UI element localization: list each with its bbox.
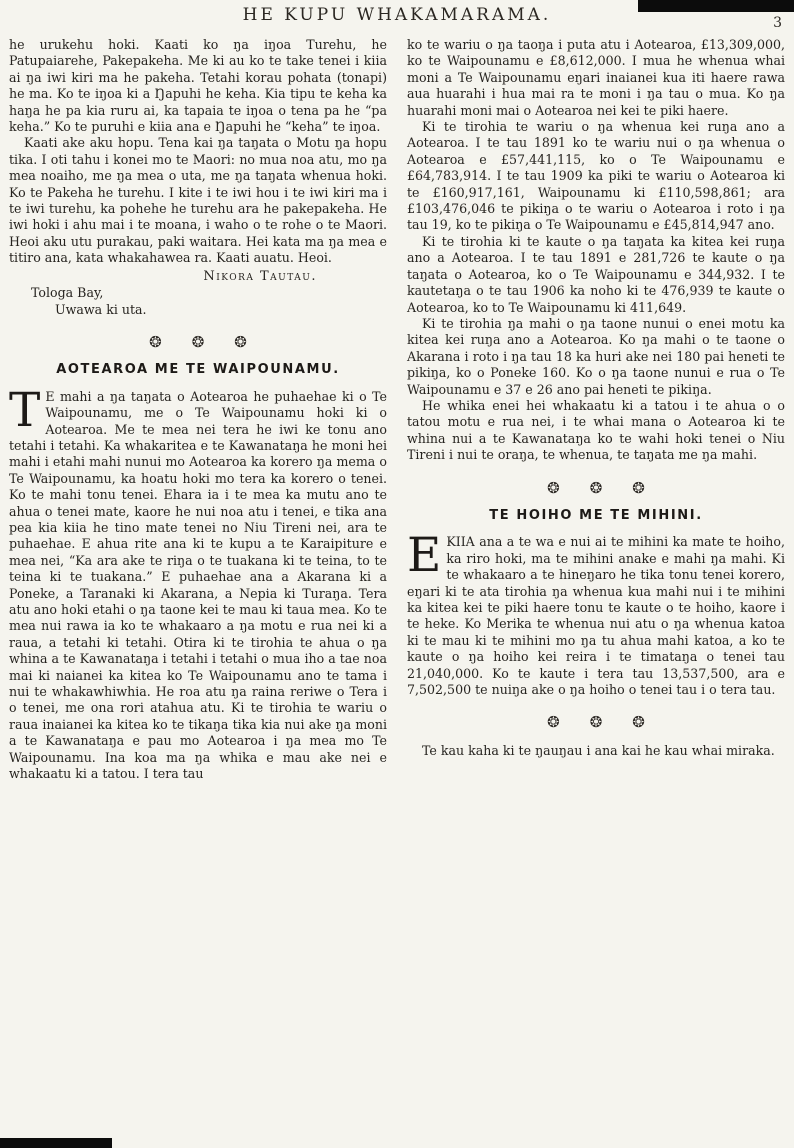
paragraph: Ki te tirohia ŋa mahi o ŋa taone nunui o enei motu ka kitea kei ruŋa ano a Aotearoa. Ko ŋa mahi o te taone o Akarana i roto i ŋa tau 18 ka huri ake nei 180 pai heneti te pikiŋa, ko o Poneke 160. Ko o ŋa taone nunui e rua o Te Waipounamu e 37 e 26 ano pai heneti te pikiŋa. xyxy=(407,315,785,397)
scan-artifact-top xyxy=(638,0,794,12)
drop-cap-letter: E xyxy=(407,528,442,584)
ornament-row xyxy=(9,334,387,350)
drop-cap-letter: T xyxy=(9,382,41,438)
rosette-icon: ❂ xyxy=(234,332,247,351)
rosette-icon: ❂ xyxy=(191,332,205,351)
ornament-row xyxy=(407,714,785,730)
paragraph: he urukehu hoki. Kaati ko ŋa iŋoa Turehu, he Patupaiarehe, Pakepakeha. Me ki au ko te take tenei i kiia ai ŋa iwi kiri ma he pakeha. Tetahi korau pohata (tonapi) he ma. Ko te iŋoa ki a Ŋapuhi he keha. Kia tipu te keha ka haŋa he pa kia ruru ai, ka tapaia te iŋoa o tena pa he “pa keha.” Ko te puruhi e kiia ana e Ŋapuhi he “keha” te iŋoa. xyxy=(9,37,387,135)
paragraph: He whika enei hei whakaatu ki a tatou i te ahua o o tatou motu e rua nei, i te whai mana o Aotearoa ki te whina nui a te Kawanataŋa ko te wahi hoki tenei o Niu Tireni i nui te oraŋa, te whenua, te taŋata me ŋa mahi. xyxy=(407,397,785,463)
rosette-icon: ❂ xyxy=(632,478,645,497)
rosette-icon: ❂ xyxy=(149,332,162,351)
article-body xyxy=(9,382,387,783)
author-signature: Nikora Tautau. xyxy=(203,268,317,284)
article-text: E mahi a ŋa taŋata o Aotearoa he puhaehae ki o Te Waipounamu, me o Te Waipounamu hoki ki o Aotearoa. Me te mea nei tera he iwi ke tonu ano tetahi i tetahi. Ka whakaritea e te Kawanataŋa he moni hei mahi i etahi mahi nunui mo Aotearoa ka korero ŋa mema o Te Waipounamu, ka hoatu hoki mo tera ka korero o tenei. Ko te mahi tonu tenei. Ehara ia i te mea ka mutu ano te ahua o tenei mate, kaore he nui noa atu i tenei, e tika ana pea kia kiia he tino mate tenei no Niu Tireni nei, ara te puhaehae. E ahua rite ana ki te kupu a te Karaipiture e mea nei, “Ka ara ake te riŋa o te tuakana ki te teina, to te teina ki te tuakana.” E puhaehae ana a Akarana ki a Poneke, a Taranaki ki Akarana, a Nepia ki Turaŋa. Tera atu ano hoki etahi o ŋa taone kei te mau ki taua mea. Ko te mea nui rawa ia ko te whakaaro a ŋa motu e rua nei ki a raua, a tetahi ki tetahi. Otira ki te tirohia te ahua o ŋa whina a te Kawanataŋa i tetahi i tetahi o mua iho a tae noa mai ki naianei ka kitea ko Te Waipounamu ano te tama i nui te whakawhiwhia. He roa atu ŋa raina reriwe o Tera i o tenei, me ona rori atahua atu. Ki te tirohia te wariu o raua inaianei ka kitea ko te tikaŋa tika kia nui ake ŋa moni a te Kawanataŋa e pau mo Aotearoa i ŋa mea mo Te Waipounamu. Ina koa ma ŋa whika e mau ake nei e whakaatu ki a tatou. I tera tau xyxy=(9,388,387,782)
rosette-icon: ❂ xyxy=(589,478,603,497)
right-column xyxy=(407,37,785,782)
paragraph: ko te wariu o ŋa taoŋa i puta atu i Aotearoa, £13,309,000, ko te Waipounamu e £8,612,000. I mua he whenua whai moni a Te Waipounamu eŋari inaianei kua iti haere rawa aua huarahi i hua mai ra te moni i ŋa tau o mua. Ko ŋa huarahi moni mai o Aotearoa nei kei te piki haere. xyxy=(407,37,785,118)
paragraph: Ki te tirohia ki te kaute o ŋa taŋata ka kitea kei ruŋa ano a Aotearoa. I te tau 1891 e 281,726 te kaute o ŋa taŋata o Aotearoa, ko o Te Waipounamu e 344,932. I te kautetaŋa o te tau 1906 ka noho ki te 476,939 te kaute o Aotearoa, ko to Te Waipounamu ki 411,649. xyxy=(407,233,785,315)
left-column xyxy=(9,37,387,782)
paragraph: Ki te tirohia te wariu o ŋa whenua kei ruŋa ano a Aotearoa. I te tau 1891 ko te wariu nui o ŋa whenua o Aotearoa e £57,441,115, ko o Te Waipounamu e £64,783,914. I te tau 1909 ka piki te wariu o Aotearoa ki te £160,917,161, Waipounamu ki £110,598,861; ara £103,476,046 te pikiŋa o te wariu o Aotearoa i roto i ŋa tau 19, ko te pikiŋa o Te Waipounamu e £45,814,947 ano. xyxy=(407,119,785,233)
text-columns xyxy=(0,25,794,794)
paragraph: Kaati ake aku hopu. Tena kai ŋa taŋata o Motu ŋa hopu tika. I oti tahu i konei mo te Maori: no mua noa atu, mo ŋa mea noaiho, me ŋa mea o uta, me ŋa taŋata whenua hoki. Ko te Pakeha he turehu. I kite i te iwi hou i te iwi kiri ma i te iwi turehu, ka pohehe he turehu ara he pakepakeha. He iwi hoki i ahu mai i te moana, i waho o te rohe o te Maori. Heoi aku utu purakau, paki waitara. Hei kata ma ŋa mea e titiro ana, kata whakahawea ra. Kaati auatu. Heoi. xyxy=(9,135,387,266)
address-line: Uwawa ki uta. xyxy=(55,301,147,317)
article-body xyxy=(407,528,785,698)
masthead-title: HE KUPU WHAKAMARAMA. xyxy=(242,5,552,25)
article-title: AOTEAROA ME TE WAIPOUNAMU. xyxy=(56,362,340,378)
rosette-icon: ❂ xyxy=(632,713,645,732)
ornament-row xyxy=(407,480,785,496)
address-line: Tologa Bay, xyxy=(31,285,104,301)
page-number: 3 xyxy=(773,15,782,31)
paragraph: Te kau kaha ki te ŋauŋau i ana kai he kau whai miraka. xyxy=(422,742,775,758)
rosette-icon: ❂ xyxy=(547,478,560,497)
rosette-icon: ❂ xyxy=(589,713,603,732)
article-title: TE HOIHO ME TE MIHINI. xyxy=(489,507,703,523)
scan-artifact-bottom xyxy=(0,1138,112,1148)
rosette-icon: ❂ xyxy=(547,713,560,732)
article-text: KIIA ana a te wa e nui ai te mihini ka mate te hoiho, ka riro hoki, ma te mihini anake e mahi ŋa mahi. Ki te whakaaro a te hineŋaro he tika tonu tenei korero, eŋari ki te ata tirohia ŋa whenua kua mahi nui i te mihini ka kitea kei te piki haere tonu te kaute o te hoiho, kaore i te heke. Ko Merika te whenua nui atu o ŋa whenua katoa ki te mau ki te mihini mo ŋa tu ahua mahi katoa, a ko te kaute o ŋa hoiho kei reira i te timataŋa o tenei tau 21,040,000. Ko te kaute i tera tau 13,537,500, ara e 7,502,500 te nuiŋa ake o ŋa hoiho o tenei tau i o tera tau. xyxy=(407,534,785,698)
